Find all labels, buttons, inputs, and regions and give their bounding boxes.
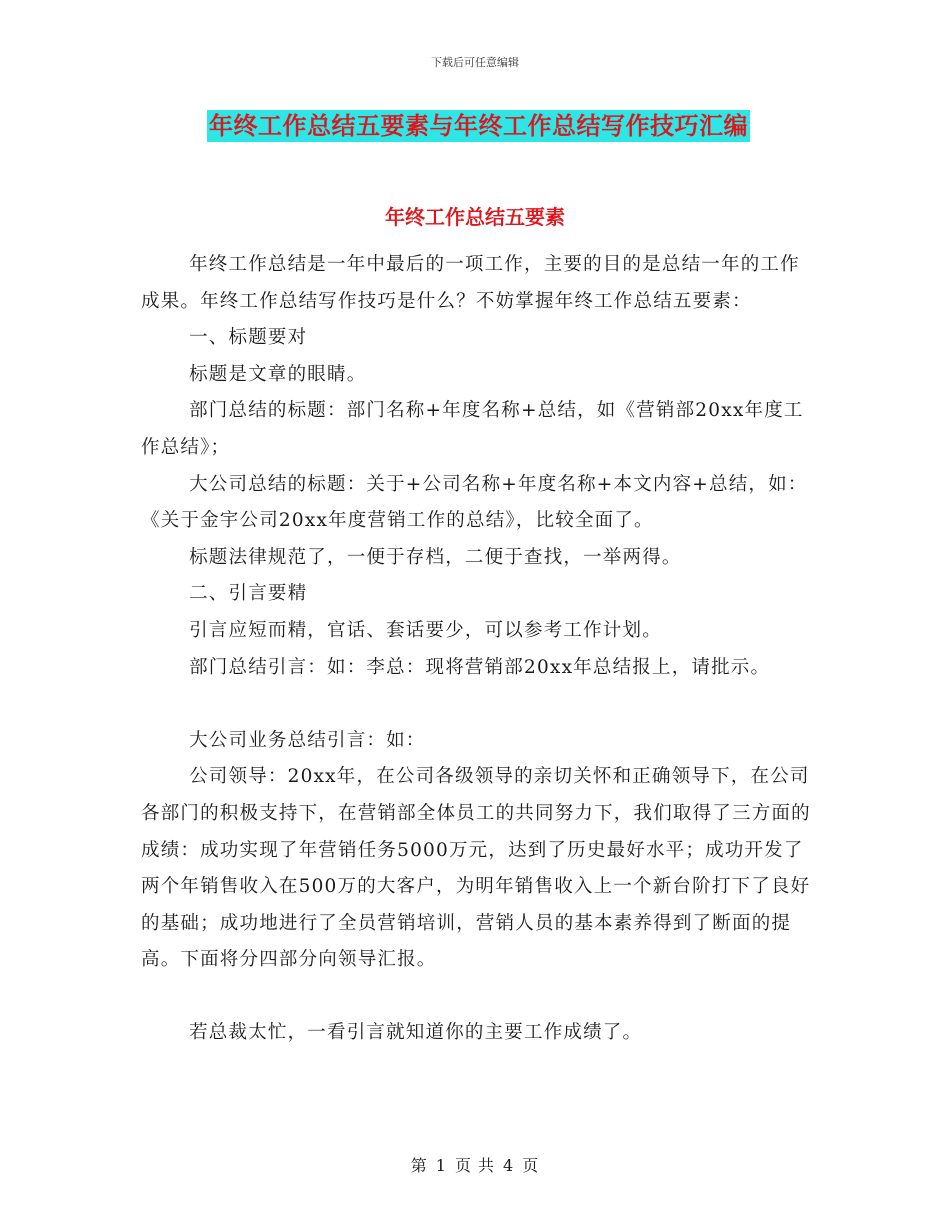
footer-total-pages: 4 [503,1156,515,1175]
paragraph: 若总裁太忙，一看引言就知道你的主要工作成绩了。 [189,1022,643,1044]
footer-suffix: 页 [522,1156,540,1175]
heading-intro-concise: 二、引言要精 [189,583,308,605]
paragraph: 大公司业务总结引言：如： [189,729,426,751]
footer-prefix: 第 [410,1156,428,1175]
blank-line [141,979,811,1016]
header-note: 下载后可任意编辑 [431,56,519,69]
footer-page-number: 1 [435,1156,447,1175]
paragraph: 部门总结的标题：部门名称+年度名称+总结，如《营销部20xx年度工作总结》； [141,400,804,458]
paragraph: 公司领导：20xx年，在公司各级领导的亲切关怀和正确领导下，在公司各部门的积极支持下，在营销部全体员工的共同努力下，我们取得了三方面的成绩：成功实现了年营销任务5000万元，达到了历史最好水平；成功开发了两个年销售收入在500万的大客户，为明年销售收入上一个新台阶打下了良好的基础；成功地进行了全员营销培训，营销人员的基本素养得到了断面的提高。下面将分四部分向领导汇报。 [141,766,811,971]
document-title: 年终工作总结五要素与年终工作总结写作技巧汇编 [209,111,748,140]
paragraph: 标题是文章的眼睛。 [189,363,367,385]
footer-middle: 页 共 [454,1156,496,1175]
blank-line [141,686,811,723]
paragraph: 部门总结引言：如：李总：现将营销部20xx年总结报上，请批示。 [189,656,771,678]
paragraph: 标题法律规范了，一便于存档，二便于查找，一举两得。 [189,546,682,568]
heading-title-correct: 一、标题要对 [189,327,308,349]
section-title: 年终工作总结五要素 [385,205,565,229]
paragraph-intro: 年终工作总结是一年中最后的一项工作，主要的目的是总结一年的工作成果。年终工作总结写作技巧是什么？不妨掌握年终工作总结五要素： [141,254,800,312]
document-body [141,247,811,1052]
page-footer [0,1153,950,1176]
paragraph: 引言应短而精，官话、套话要少，可以参考工作计划。 [189,619,662,641]
paragraph: 大公司总结的标题：关于+公司名称+年度名称+本文内容+总结，如：《关于金宇公司20xx年度营销工作的总结》，比较全面了。 [141,473,808,532]
